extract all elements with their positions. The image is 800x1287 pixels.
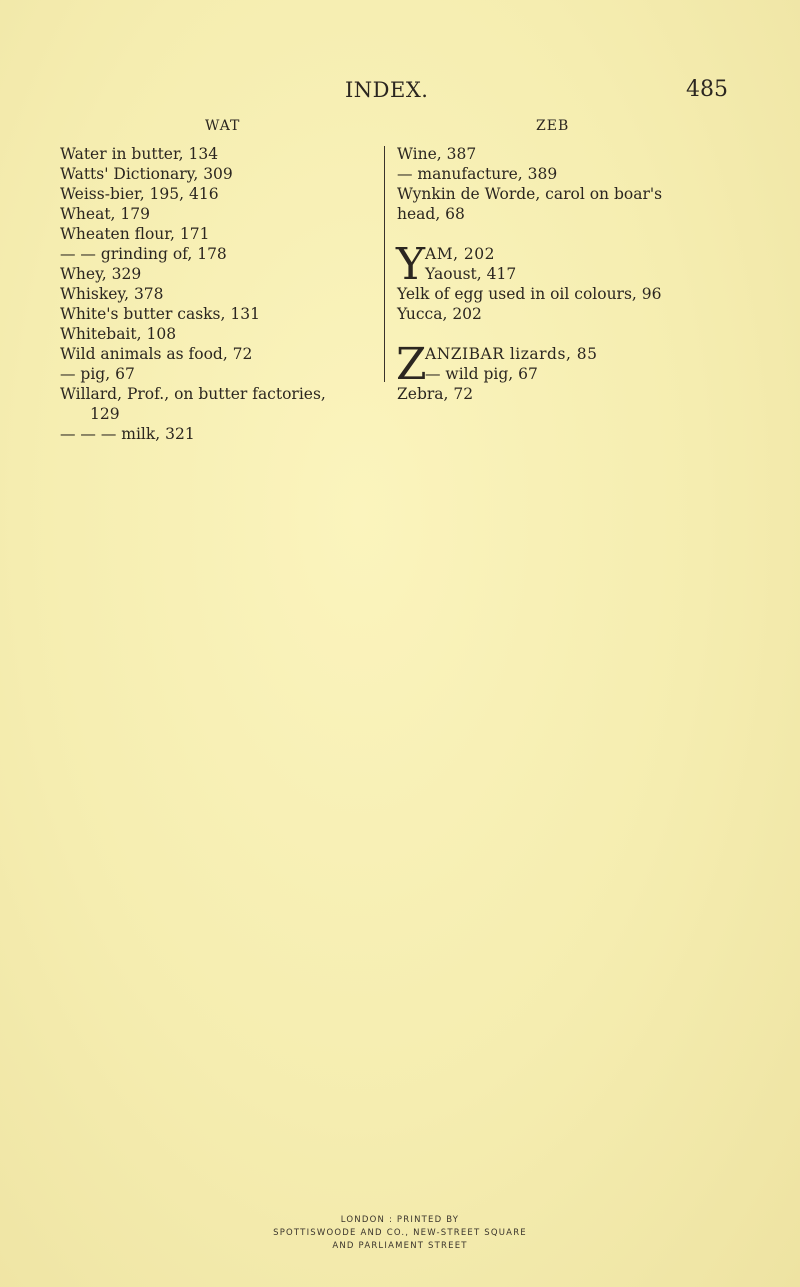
index-entry-continuation: 129 (90, 405, 120, 423)
index-entry: White's butter casks, 131 (60, 305, 260, 323)
left-index-column (60, 144, 380, 444)
index-entry: Wheaten flour, 171 (60, 225, 210, 243)
page-header (345, 78, 728, 108)
index-entry: Watts' Dictionary, 309 (60, 165, 233, 183)
imprint-line: LONDON : PRINTED BY (340, 1215, 460, 1225)
index-entry: Wine, 387 (397, 145, 477, 163)
page-number: 485 (686, 77, 728, 102)
dropcap-y: Y (396, 239, 426, 290)
running-title: INDEX. (345, 78, 429, 102)
index-entry: Weiss-bier, 195, 416 (60, 185, 219, 203)
imprint-line: AND PARLIAMENT STREET (332, 1241, 468, 1251)
right-index-column (397, 144, 737, 404)
index-entry: — — — milk, 321 (60, 425, 195, 443)
left-column-catchword: WAT (205, 118, 241, 134)
index-entry: Wheat, 179 (60, 205, 150, 223)
index-entry: Yaoust, 417 (425, 265, 517, 283)
index-entry: — — grinding of, 178 (60, 245, 227, 263)
index-entry: Whiskey, 378 (60, 285, 164, 303)
letter-section-z (396, 339, 737, 404)
index-entry: Willard, Prof., on butter factories, (60, 385, 326, 403)
index-entry: Wynkin de Worde, carol on boar's (397, 185, 663, 203)
index-entry: Water in butter, 134 (60, 145, 219, 163)
index-entry: Yelk of egg used in oil colours, 96 (397, 285, 662, 303)
index-entry: — wild pig, 67 (425, 365, 538, 383)
letter-section-y (396, 239, 737, 324)
index-entry: Zebra, 72 (397, 385, 474, 403)
index-entry: — manufacture, 389 (397, 165, 558, 183)
index-entry-continuation: head, 68 (397, 205, 465, 223)
column-divider (384, 146, 385, 382)
index-entry: Whey, 329 (60, 265, 142, 283)
right-column-catchword: ZEB (536, 118, 570, 134)
imprint-line: SPOTTISWOODE AND CO., NEW-STREET SQUARE (273, 1228, 527, 1238)
index-entry: ANZIBAR lizards, 85 (425, 345, 598, 363)
printer-imprint (0, 1214, 800, 1253)
dropcap-z: Z (396, 339, 427, 390)
index-entry: — pig, 67 (60, 365, 135, 383)
index-entry: AM, 202 (425, 245, 496, 263)
index-entry: Wild animals as food, 72 (60, 345, 253, 363)
index-entry: Whitebait, 108 (60, 325, 177, 343)
index-entry: Yucca, 202 (397, 305, 482, 323)
